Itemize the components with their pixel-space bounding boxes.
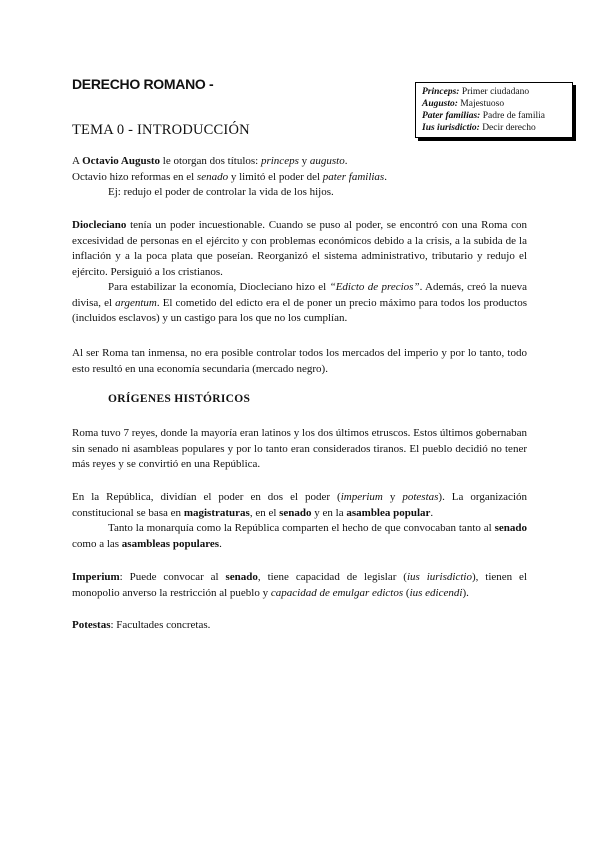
paragraph-reyes: Roma tuvo 7 reyes, donde la mayoría eran latinos y los dos últimos etruscos. Estos últimos gobernaban sin senado ni asambleas populares y por lo tanto eran considerados tiranos. El pueblo decidió no tener más reyes y se convirtió en una República.	[72, 427, 527, 470]
gloss-pater-familias: Pater familias: Padre de familia	[422, 111, 545, 121]
paragraph-potestas: Potestas: Facultades concretas.	[72, 619, 211, 631]
gloss-augusto: Augusto: Majestuoso	[422, 99, 505, 109]
glossary-box	[415, 82, 573, 138]
paragraph-edicto: Para estabilizar la economía, Diocleciano hizo el “Edicto de precios”. Además, creó la nueva divisa, el argentum. El cometido del edicto era el de poner un precio máximo para todos los productos (incluidos esclavos) y un castigo para los que no los cumplían.	[72, 281, 527, 324]
paragraph-republica: En la República, dividían el poder en dos el poder (imperium y potestas). La organización constitucional se basa en magistraturas, en el senado y en la asamblea popular.	[72, 491, 527, 519]
paragraph-example: Ej: redujo el poder de controlar la vida de los hijos.	[108, 186, 334, 198]
paragraph-imperium: Imperium: Puede convocar al senado, tiene capacidad de legislar (ius iurisdictio), tienen el monopolio anverso la restricción al pueblo y capacidad de emulgar edictos (ius edicendi).	[72, 571, 527, 599]
gloss-ius-iurisdictio: Ius iurisdictio: Decir derecho	[422, 123, 536, 133]
economy-block	[72, 346, 527, 377]
paragraph-monarquia: Tanto la monarquía como la República comparten el hecho de que convocaban tanto al senado como a las asambleas populares.	[72, 522, 527, 550]
republica-block	[72, 490, 527, 552]
imperium-block	[72, 570, 527, 601]
diocleciano-block	[72, 218, 527, 327]
paragraph-octavio-titles: A Octavio Augusto le otorgan dos títulos: princeps y augusto.	[72, 155, 348, 167]
paragraph-octavio-reforms: Octavio hizo reformas en el senado y limitó el poder del pater familias.	[72, 170, 387, 183]
document-title: DERECHO ROMANO -	[72, 76, 214, 92]
potestas-block	[72, 618, 527, 634]
paragraph-diocleciano: Diocleciano tenía un poder incuestionable. Cuando se puso al poder, se encontró con una Roma con excesividad de personas en el ejército y con problemas económicos debido a la crisis, a la subida de la inflación y a la poca plata que poseían. Reorganizó el sistema administrativo, tributario y redujo el ejército. Persiguió a los cristianos.	[72, 219, 527, 278]
section-heading: TEMA 0 - INTRODUCCIÓN	[72, 122, 250, 138]
gloss-princeps: Princeps: Primer ciudadano	[422, 87, 530, 97]
intro-block	[72, 154, 527, 201]
paragraph-economy: Al ser Roma tan inmensa, no era posible controlar todos los mercados del imperio y por lo tanto, todo esto resultó en una economía secundaria (mercado negro).	[72, 347, 527, 375]
reyes-block	[72, 426, 527, 473]
subheading-origenes: ORÍGENES HISTÓRICOS	[108, 393, 251, 405]
